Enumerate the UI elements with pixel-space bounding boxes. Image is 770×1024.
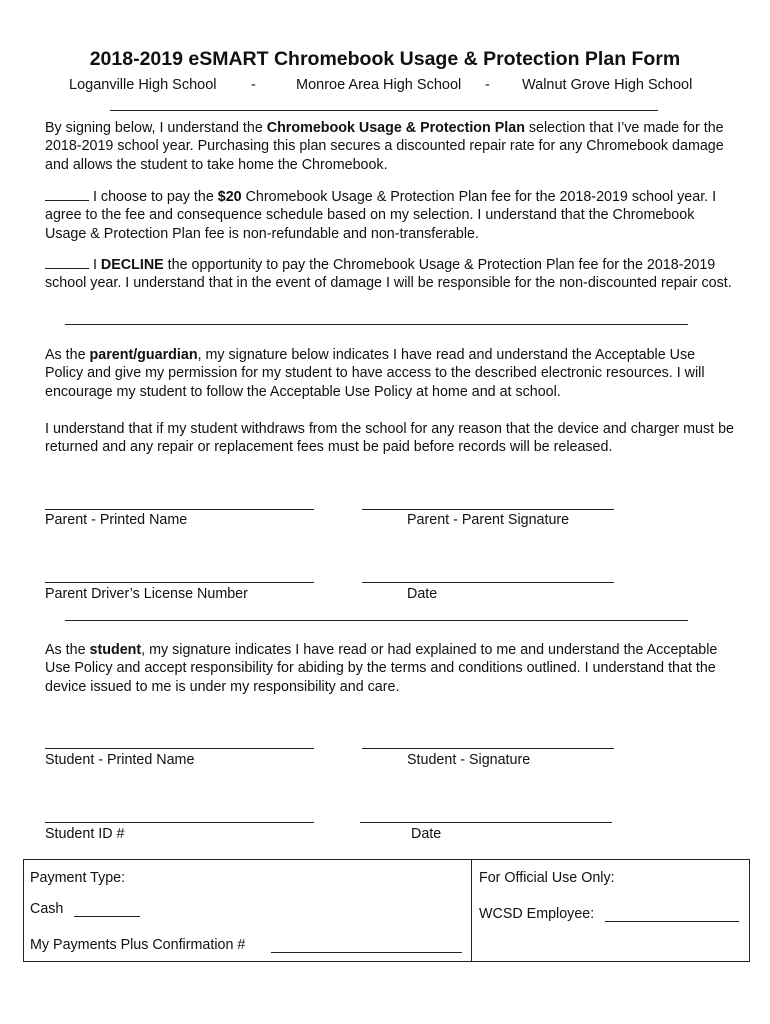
- student-signature-label: Student - Signature: [407, 752, 531, 768]
- cash-field[interactable]: [74, 903, 140, 917]
- parent-date-label: Date: [407, 586, 438, 602]
- option-decline-blank[interactable]: [45, 254, 89, 269]
- wcsd-employee-label: WCSD Employee:: [479, 906, 595, 922]
- school-separator: -: [485, 77, 490, 93]
- student-date-line[interactable]: [360, 822, 612, 823]
- parent-license-line[interactable]: [45, 582, 314, 583]
- option-pay-blank[interactable]: [45, 186, 89, 201]
- parent-printed-name-label: Parent - Printed Name: [45, 512, 188, 528]
- parent-printed-name-line[interactable]: [45, 509, 314, 510]
- parent-date-line[interactable]: [362, 582, 614, 583]
- form-title: 2018-2019 eSMART Chromebook Usage & Protection Plan Form: [89, 48, 681, 70]
- mpp-confirmation-label: My Payments Plus Confirmation #: [30, 937, 246, 953]
- official-use-label: For Official Use Only:: [479, 870, 615, 886]
- divider: [110, 110, 658, 111]
- parent-signature-label: Parent - Parent Signature: [407, 512, 570, 528]
- cash-label: Cash: [30, 901, 64, 917]
- divider: [65, 620, 688, 621]
- student-date-label: Date: [411, 826, 442, 842]
- parent-statement: As the parent/guardian, my signature below indicates I have read and understand the Acceptable Use Policy and give my permission for my student to have access to the described electronic resources. I will encourage my student to follow the Acceptable Use Policy at home and at school.: [45, 347, 705, 400]
- school-walnut-grove: Walnut Grove High School: [522, 77, 693, 93]
- student-statement: As the student, my signature indicates I have read or had explained to me and understand the Acceptable Use Policy and accept responsibility for abiding by the terms and conditions outlined. I understand that the device issued to me is under my responsibility and care.: [45, 642, 718, 695]
- parent-license-label: Parent Driver’s License Number: [45, 586, 248, 602]
- mpp-confirmation-field[interactable]: [271, 939, 462, 953]
- option-pay-paragraph: I choose to pay the $20 Chromebook Usage & Protection Plan fee for the 2018-2019 school year. I agree to the fee and consequence schedule based on my selection. I understand that the Chromebook Usage & Protection Plan fee is non-refundable and non-transferable.: [45, 186, 735, 243]
- student-id-line[interactable]: [45, 822, 314, 823]
- withdraw-statement: I understand that if my student withdraws from the school for any reason that the device and charger must be returned and any repair or replacement fees must be paid before records will be released.: [45, 421, 735, 456]
- student-id-label: Student ID #: [45, 826, 125, 842]
- wcsd-employee-field[interactable]: [605, 908, 739, 922]
- school-loganville: Loganville High School: [69, 77, 217, 93]
- intro-paragraph: By signing below, I understand the Chromebook Usage & Protection Plan selection that I’ve made for the 2018-2019 school year. Purchasing this plan secures a discounted repair rate for any Chromebook damage and allows the student to take home the Chromebook.: [45, 120, 724, 173]
- payment-type-label: Payment Type:: [30, 870, 126, 886]
- student-printed-name-line[interactable]: [45, 748, 314, 749]
- student-signature-line[interactable]: [362, 748, 614, 749]
- parent-signature-line[interactable]: [362, 509, 614, 510]
- option-decline-paragraph: I DECLINE the opportunity to pay the Chromebook Usage & Protection Plan fee for the 2018-2019 school year. I understand that in the event of damage I will be responsible for the non-discounted repair cost.: [45, 254, 735, 293]
- divider: [65, 324, 688, 325]
- school-separator: -: [251, 77, 256, 93]
- payment-box-divider: [471, 859, 472, 962]
- student-printed-name-label: Student - Printed Name: [45, 752, 195, 768]
- school-monroe: Monroe Area High School: [296, 77, 462, 93]
